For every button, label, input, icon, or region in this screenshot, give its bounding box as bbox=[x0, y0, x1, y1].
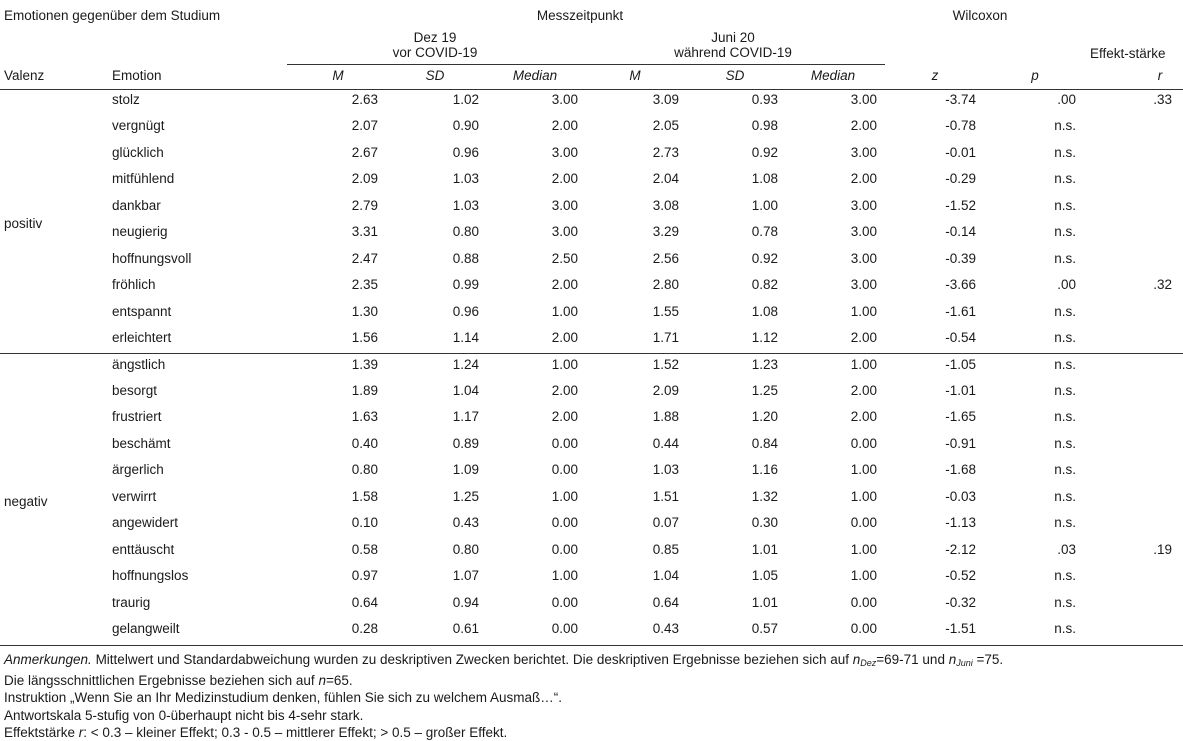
cell-m1: 0.58 bbox=[351, 542, 378, 557]
cell-sd2: 0.92 bbox=[751, 145, 778, 160]
cell-z: -1.01 bbox=[945, 383, 976, 398]
emotion-cell: vergnügt bbox=[112, 118, 165, 133]
emotion-cell: dankbar bbox=[112, 198, 161, 213]
cell-m1: 0.40 bbox=[351, 436, 378, 451]
cell-z: -1.68 bbox=[945, 462, 976, 477]
cell-med1: 2.50 bbox=[551, 251, 578, 266]
cell-z: -1.65 bbox=[945, 409, 976, 424]
cell-p: n.s. bbox=[1054, 224, 1076, 239]
cell-m2: 1.04 bbox=[652, 568, 679, 583]
cell-m1: 2.35 bbox=[351, 277, 378, 292]
cell-m1: 2.67 bbox=[351, 145, 378, 160]
cell-sd1: 1.14 bbox=[452, 330, 479, 345]
cell-sd1: 0.96 bbox=[452, 145, 479, 160]
col-m2-header: M bbox=[629, 68, 641, 83]
cell-p: n.s. bbox=[1054, 436, 1076, 451]
group-separator-rule bbox=[0, 353, 1183, 354]
cell-m2: 2.04 bbox=[652, 171, 679, 186]
cell-sd1: 0.43 bbox=[452, 515, 479, 530]
cell-med1: 3.00 bbox=[551, 224, 578, 239]
cell-med2: 0.00 bbox=[850, 515, 877, 530]
cell-med1: 2.00 bbox=[551, 171, 578, 186]
cell-z: -0.03 bbox=[945, 489, 976, 504]
emotion-cell: hoffnungsvoll bbox=[112, 251, 192, 266]
cell-sd1: 1.03 bbox=[452, 198, 479, 213]
cell-med1: 2.00 bbox=[551, 409, 578, 424]
col-median2-header: Median bbox=[810, 68, 856, 83]
cell-med1: 1.00 bbox=[551, 357, 578, 372]
messzeitpunkt-header: Messzeitpunkt bbox=[536, 8, 624, 23]
group-label-positiv: positiv bbox=[4, 216, 43, 231]
cell-sd1: 1.24 bbox=[452, 357, 479, 372]
group-label-negativ: negativ bbox=[4, 494, 48, 509]
cell-med2: 1.00 bbox=[850, 462, 877, 477]
cell-z: -1.05 bbox=[945, 357, 976, 372]
cell-med1: 0.00 bbox=[551, 621, 578, 636]
cell-p: n.s. bbox=[1054, 251, 1076, 266]
cell-sd1: 0.89 bbox=[452, 436, 479, 451]
cell-p: .03 bbox=[1057, 542, 1076, 557]
cell-med2: 3.00 bbox=[850, 224, 877, 239]
cell-med1: 3.00 bbox=[551, 92, 578, 107]
table-bottom-rule bbox=[0, 645, 1183, 646]
cell-sd2: 0.78 bbox=[751, 224, 778, 239]
cell-sd2: 1.01 bbox=[751, 595, 778, 610]
dez-header-line2: vor COVID-19 bbox=[392, 45, 478, 60]
cell-sd1: 0.80 bbox=[452, 224, 479, 239]
emotion-cell: ängstlich bbox=[112, 357, 166, 372]
table-title: Emotionen gegenüber dem Studium bbox=[4, 8, 221, 23]
cell-med2: 1.00 bbox=[850, 304, 877, 319]
cell-sd1: 1.03 bbox=[452, 171, 479, 186]
cell-med2: 3.00 bbox=[850, 145, 877, 160]
cell-sd1: 0.90 bbox=[452, 118, 479, 133]
cell-med1: 1.00 bbox=[551, 489, 578, 504]
juni-header-line1: Juni 20 bbox=[711, 30, 755, 45]
juni-header-line2: während COVID-19 bbox=[674, 45, 792, 60]
valenz-header: Valenz bbox=[4, 68, 45, 83]
cell-m1: 2.07 bbox=[351, 118, 378, 133]
cell-med2: 3.00 bbox=[850, 251, 877, 266]
dez-header-line1: Dez 19 bbox=[413, 30, 457, 45]
cell-sd1: 1.02 bbox=[452, 92, 479, 107]
cell-m1: 0.10 bbox=[351, 515, 378, 530]
col-r-header: r bbox=[1157, 68, 1163, 83]
cell-med2: 1.00 bbox=[850, 542, 877, 557]
emotion-cell: verwirrt bbox=[112, 489, 157, 504]
col-m1-header: M bbox=[332, 68, 344, 83]
emotion-cell: stolz bbox=[112, 92, 140, 107]
cell-z: -0.29 bbox=[945, 171, 976, 186]
cell-sd2: 0.92 bbox=[751, 251, 778, 266]
cell-m1: 0.64 bbox=[351, 595, 378, 610]
cell-m1: 2.09 bbox=[351, 171, 378, 186]
cell-z: -1.13 bbox=[945, 515, 976, 530]
cell-z: -2.12 bbox=[945, 542, 976, 557]
emotion-cell: ärgerlich bbox=[112, 462, 164, 477]
cell-med2: 0.00 bbox=[850, 621, 877, 636]
note-line-5: Effektstärke r: < 0.3 – kleiner Effekt; 0.3 - 0.5 – mittlerer Effekt; > 0.5 – großer Effekt. bbox=[4, 724, 508, 740]
cell-m1: 1.63 bbox=[351, 409, 378, 424]
emotion-cell: frustriert bbox=[112, 409, 162, 424]
cell-m1: 0.97 bbox=[351, 568, 378, 583]
cell-sd1: 1.17 bbox=[452, 409, 479, 424]
cell-m2: 3.08 bbox=[652, 198, 679, 213]
cell-sd1: 0.80 bbox=[452, 542, 479, 557]
header-bottom-rule bbox=[0, 89, 1183, 90]
cell-r: .33 bbox=[1153, 92, 1172, 107]
cell-z: -3.66 bbox=[945, 277, 976, 292]
cell-p: n.s. bbox=[1054, 145, 1076, 160]
cell-z: -0.91 bbox=[945, 436, 976, 451]
cell-p: n.s. bbox=[1054, 330, 1076, 345]
cell-m2: 0.43 bbox=[652, 621, 679, 636]
col-sd2-header: SD bbox=[725, 68, 745, 83]
cell-sd1: 0.61 bbox=[452, 621, 479, 636]
cell-sd2: 1.12 bbox=[751, 330, 778, 345]
emotion-cell: traurig bbox=[112, 595, 151, 610]
cell-m1: 0.28 bbox=[351, 621, 378, 636]
cell-r: .32 bbox=[1153, 277, 1172, 292]
cell-p: n.s. bbox=[1054, 357, 1076, 372]
cell-med1: 0.00 bbox=[551, 462, 578, 477]
cell-z: -1.61 bbox=[945, 304, 976, 319]
col-median1-header: Median bbox=[512, 68, 558, 83]
cell-m2: 2.56 bbox=[652, 251, 679, 266]
cell-sd2: 1.32 bbox=[751, 489, 778, 504]
cell-sd1: 1.25 bbox=[452, 489, 479, 504]
cell-sd1: 0.94 bbox=[452, 595, 479, 610]
emotion-cell: enttäuscht bbox=[112, 542, 175, 557]
cell-z: -0.14 bbox=[945, 224, 976, 239]
cell-sd1: 1.07 bbox=[452, 568, 479, 583]
cell-sd2: 1.25 bbox=[751, 383, 778, 398]
emotion-cell: glücklich bbox=[112, 145, 164, 160]
cell-sd2: 1.23 bbox=[751, 357, 778, 372]
cell-p: n.s. bbox=[1054, 489, 1076, 504]
cell-med2: 0.00 bbox=[850, 595, 877, 610]
cell-med2: 3.00 bbox=[850, 198, 877, 213]
cell-med2: 2.00 bbox=[850, 330, 877, 345]
cell-m2: 1.03 bbox=[652, 462, 679, 477]
cell-m2: 1.55 bbox=[652, 304, 679, 319]
cell-sd2: 0.30 bbox=[751, 515, 778, 530]
col-sd1-header: SD bbox=[425, 68, 445, 83]
note-line-1: Anmerkungen. Mittelwert und Standardabweichung wurden zu deskriptiven Zwecken berichtet. Die deskriptiven Ergebnisse beziehen sich auf $n_{Dez}=69-71$ und $n_{Juni} =75$. bbox=[4, 652, 1004, 668]
emotion-cell: hoffnungslos bbox=[112, 568, 189, 583]
cell-m2: 2.73 bbox=[652, 145, 679, 160]
cell-med1: 2.00 bbox=[551, 383, 578, 398]
cell-sd2: 1.01 bbox=[751, 542, 778, 557]
emotion-cell: entspannt bbox=[112, 304, 172, 319]
cell-m2: 1.52 bbox=[652, 357, 679, 372]
cell-sd1: 0.99 bbox=[452, 277, 479, 292]
note-line-3: Instruktion „Wenn Sie an Ihr Medizinstudium denken, fühlen Sie sich zu welchem Ausmaß…“. bbox=[4, 690, 563, 706]
cell-m2: 3.29 bbox=[652, 224, 679, 239]
cell-m2: 1.71 bbox=[652, 330, 679, 345]
cell-m2: 2.09 bbox=[652, 383, 679, 398]
cell-sd2: 1.20 bbox=[751, 409, 778, 424]
cell-z: -3.74 bbox=[945, 92, 976, 107]
cell-med1: 0.00 bbox=[551, 542, 578, 557]
cell-p: .00 bbox=[1057, 277, 1076, 292]
cell-p: n.s. bbox=[1054, 568, 1076, 583]
emotion-cell: angewidert bbox=[112, 515, 179, 530]
cell-med1: 0.00 bbox=[551, 515, 578, 530]
cell-med1: 2.00 bbox=[551, 118, 578, 133]
cell-med2: 1.00 bbox=[850, 357, 877, 372]
cell-sd2: 1.05 bbox=[751, 568, 778, 583]
cell-sd2: 1.08 bbox=[751, 171, 778, 186]
cell-p: n.s. bbox=[1054, 198, 1076, 213]
cell-sd1: 1.04 bbox=[452, 383, 479, 398]
cell-med1: 0.00 bbox=[551, 436, 578, 451]
cell-p: .00 bbox=[1057, 92, 1076, 107]
cell-sd1: 0.88 bbox=[452, 251, 479, 266]
cell-med2: 0.00 bbox=[850, 436, 877, 451]
cell-m1: 1.56 bbox=[351, 330, 378, 345]
cell-med2: 3.00 bbox=[850, 92, 877, 107]
cell-m2: 0.64 bbox=[652, 595, 679, 610]
cell-p: n.s. bbox=[1054, 409, 1076, 424]
cell-m2: 0.44 bbox=[652, 436, 679, 451]
cell-med2: 2.00 bbox=[850, 118, 877, 133]
cell-p: n.s. bbox=[1054, 171, 1076, 186]
cell-m1: 3.31 bbox=[351, 224, 378, 239]
cell-r: .19 bbox=[1153, 542, 1172, 557]
cell-med1: 1.00 bbox=[551, 304, 578, 319]
cell-med1: 0.00 bbox=[551, 595, 578, 610]
cell-m2: 0.85 bbox=[652, 542, 679, 557]
cell-p: n.s. bbox=[1054, 515, 1076, 530]
effekt-header: Effekt-stärke bbox=[1090, 46, 1166, 61]
cell-p: n.s. bbox=[1054, 462, 1076, 477]
cell-m1: 2.63 bbox=[351, 92, 378, 107]
cell-m2: 1.88 bbox=[652, 409, 679, 424]
cell-m1: 1.39 bbox=[351, 357, 378, 372]
cell-p: n.s. bbox=[1054, 621, 1076, 636]
cell-m1: 2.47 bbox=[351, 251, 378, 266]
emotion-cell: erleichtert bbox=[112, 330, 172, 345]
cell-z: -1.51 bbox=[945, 621, 976, 636]
cell-m2: 3.09 bbox=[652, 92, 679, 107]
cell-z: -0.78 bbox=[945, 118, 976, 133]
cell-sd1: 0.96 bbox=[452, 304, 479, 319]
cell-m1: 2.79 bbox=[351, 198, 378, 213]
cell-med2: 1.00 bbox=[850, 568, 877, 583]
cell-m1: 1.58 bbox=[351, 489, 378, 504]
cell-m2: 0.07 bbox=[652, 515, 679, 530]
emotion-cell: beschämt bbox=[112, 436, 171, 451]
cell-med1: 1.00 bbox=[551, 568, 578, 583]
cell-sd2: 1.00 bbox=[751, 198, 778, 213]
cell-z: -0.32 bbox=[945, 595, 976, 610]
messzeitpunkt-rule bbox=[287, 64, 885, 65]
emotion-cell: fröhlich bbox=[112, 277, 156, 292]
cell-sd2: 1.08 bbox=[751, 304, 778, 319]
cell-p: n.s. bbox=[1054, 383, 1076, 398]
note-line-2: Die längsschnittlichen Ergebnisse beziehen sich auf n=65. bbox=[4, 673, 353, 689]
cell-sd2: 1.16 bbox=[751, 462, 778, 477]
cell-med1: 2.00 bbox=[551, 277, 578, 292]
emotion-cell: mitfühlend bbox=[112, 171, 175, 186]
cell-med2: 2.00 bbox=[850, 383, 877, 398]
col-p-header: p bbox=[1031, 68, 1039, 83]
cell-z: -0.01 bbox=[945, 145, 976, 160]
wilcoxon-header: Wilcoxon bbox=[952, 8, 1008, 23]
cell-m2: 2.80 bbox=[652, 277, 679, 292]
emotion-cell: neugierig bbox=[112, 224, 168, 239]
note-line-4: Antwortskala 5-stufig von 0-überhaupt nicht bis 4-sehr stark. bbox=[4, 707, 364, 723]
cell-m2: 1.51 bbox=[652, 489, 679, 504]
cell-med1: 3.00 bbox=[551, 198, 578, 213]
cell-med2: 2.00 bbox=[850, 409, 877, 424]
emotion-cell: besorgt bbox=[112, 383, 158, 398]
cell-z: -1.52 bbox=[945, 198, 976, 213]
cell-sd2: 0.93 bbox=[751, 92, 778, 107]
cell-med2: 3.00 bbox=[850, 277, 877, 292]
emotion-header: Emotion bbox=[112, 68, 162, 83]
col-z-header: z bbox=[931, 68, 939, 83]
cell-m1: 0.80 bbox=[351, 462, 378, 477]
cell-p: n.s. bbox=[1054, 304, 1076, 319]
emotion-cell: gelangweilt bbox=[112, 621, 180, 636]
cell-m1: 1.30 bbox=[351, 304, 378, 319]
cell-sd1: 1.09 bbox=[452, 462, 479, 477]
table-notes bbox=[4, 651, 1179, 741]
cell-sd2: 0.84 bbox=[751, 436, 778, 451]
cell-z: -0.52 bbox=[945, 568, 976, 583]
cell-sd2: 0.98 bbox=[751, 118, 778, 133]
cell-p: n.s. bbox=[1054, 118, 1076, 133]
cell-med2: 2.00 bbox=[850, 171, 877, 186]
cell-med1: 3.00 bbox=[551, 145, 578, 160]
cell-med2: 1.00 bbox=[850, 489, 877, 504]
cell-sd2: 0.82 bbox=[751, 277, 778, 292]
cell-z: -0.39 bbox=[945, 251, 976, 266]
cell-m2: 2.05 bbox=[652, 118, 679, 133]
cell-m1: 1.89 bbox=[351, 383, 378, 398]
cell-sd2: 0.57 bbox=[751, 621, 778, 636]
cell-z: -0.54 bbox=[945, 330, 976, 345]
cell-med1: 2.00 bbox=[551, 330, 578, 345]
cell-p: n.s. bbox=[1054, 595, 1076, 610]
